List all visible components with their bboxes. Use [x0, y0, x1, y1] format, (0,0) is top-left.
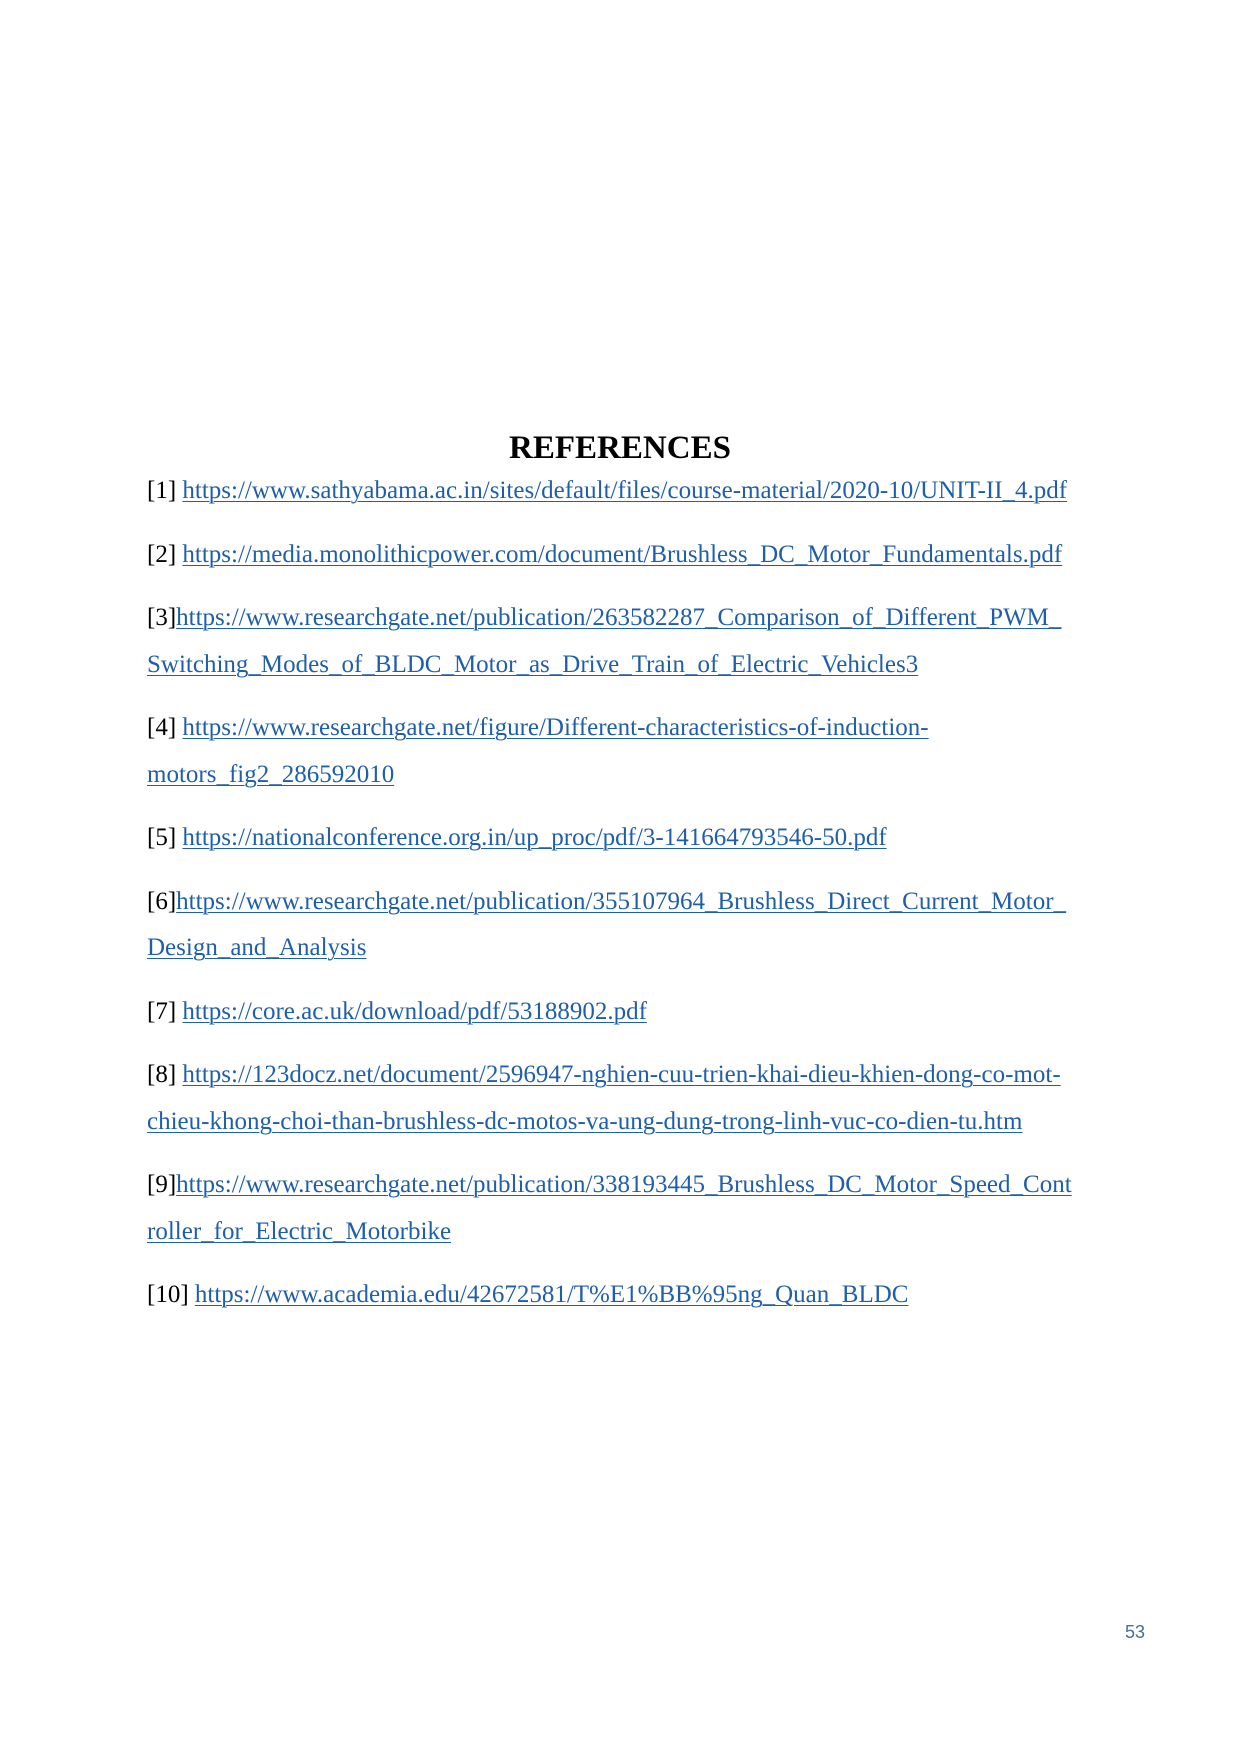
reference-link[interactable]: https://nationalconference.org.in/up_proc/pdf/3-141664793546-50.pdf: [182, 824, 887, 851]
reference-label: [7]: [147, 997, 183, 1025]
reference-6: [147, 879, 1157, 972]
reference-label: [3]: [147, 604, 177, 631]
reference-label: [6]: [147, 887, 177, 915]
reference-label: [8]: [147, 1061, 183, 1088]
reference-link-continued[interactable]: motors_fig2_286592010: [147, 760, 395, 788]
reference-1: [147, 468, 1157, 515]
reference-label: [10]: [147, 1281, 195, 1308]
reference-10: [147, 1272, 1157, 1319]
reference-link[interactable]: https://www.sathyabama.ac.in/sites/default/files/course-material/2020-10/UNIT-II_4.pdf: [182, 477, 1068, 504]
reference-4: [147, 705, 1157, 798]
reference-3: [147, 595, 1157, 688]
references-heading: REFERENCES: [509, 430, 731, 466]
reference-link-continued[interactable]: roller_for_Electric_Motorbike: [147, 1217, 452, 1245]
reference-link[interactable]: https://123docz.net/document/2596947-nghien-cuu-trien-khai-dieu-khien-dong-co-mot-: [182, 1061, 1061, 1088]
reference-label: [2]: [147, 540, 183, 568]
reference-link[interactable]: https://www.researchgate.net/publication/338193445_Brushless_DC_Motor_Speed_Cont: [176, 1171, 1072, 1198]
reference-5: [147, 815, 1157, 862]
reference-label: [4]: [147, 714, 183, 741]
reference-link-continued[interactable]: Switching_Modes_of_BLDC_Motor_as_Drive_Train_of_Electric_Vehicles3: [147, 650, 919, 678]
reference-9: [147, 1162, 1157, 1255]
reference-label: [5]: [147, 824, 183, 851]
reference-2: [147, 532, 1157, 579]
reference-link[interactable]: https://www.researchgate.net/figure/Different-characteristics-of-induction-: [182, 714, 929, 741]
reference-label: [9]: [147, 1171, 177, 1198]
reference-link[interactable]: https://www.academia.edu/42672581/T%E1%BB%95ng_Quan_BLDC: [194, 1281, 909, 1308]
reference-7: [147, 989, 1157, 1036]
reference-link-continued[interactable]: chieu-khong-choi-than-brushless-dc-motos-va-ung-dung-trong-linh-vuc-co-dien-tu.htm: [147, 1107, 1023, 1135]
reference-link[interactable]: https://media.monolithicpower.com/document/Brushless_DC_Motor_Fundamentals.pdf: [182, 540, 1063, 568]
reference-link[interactable]: https://core.ac.uk/download/pdf/53188902.pdf: [182, 997, 647, 1025]
reference-link[interactable]: https://www.researchgate.net/publication/263582287_Comparison_of_Different_PWM_: [176, 604, 1062, 631]
reference-link[interactable]: https://www.researchgate.net/publication/355107964_Brushless_Direct_Current_Motor_: [176, 887, 1067, 915]
reference-8: [147, 1052, 1157, 1145]
reference-link-continued[interactable]: Design_and_Analysis: [147, 934, 367, 961]
reference-label: [1]: [147, 477, 183, 504]
page-number: 53: [1125, 1622, 1146, 1642]
reference-list: [147, 468, 1157, 1336]
